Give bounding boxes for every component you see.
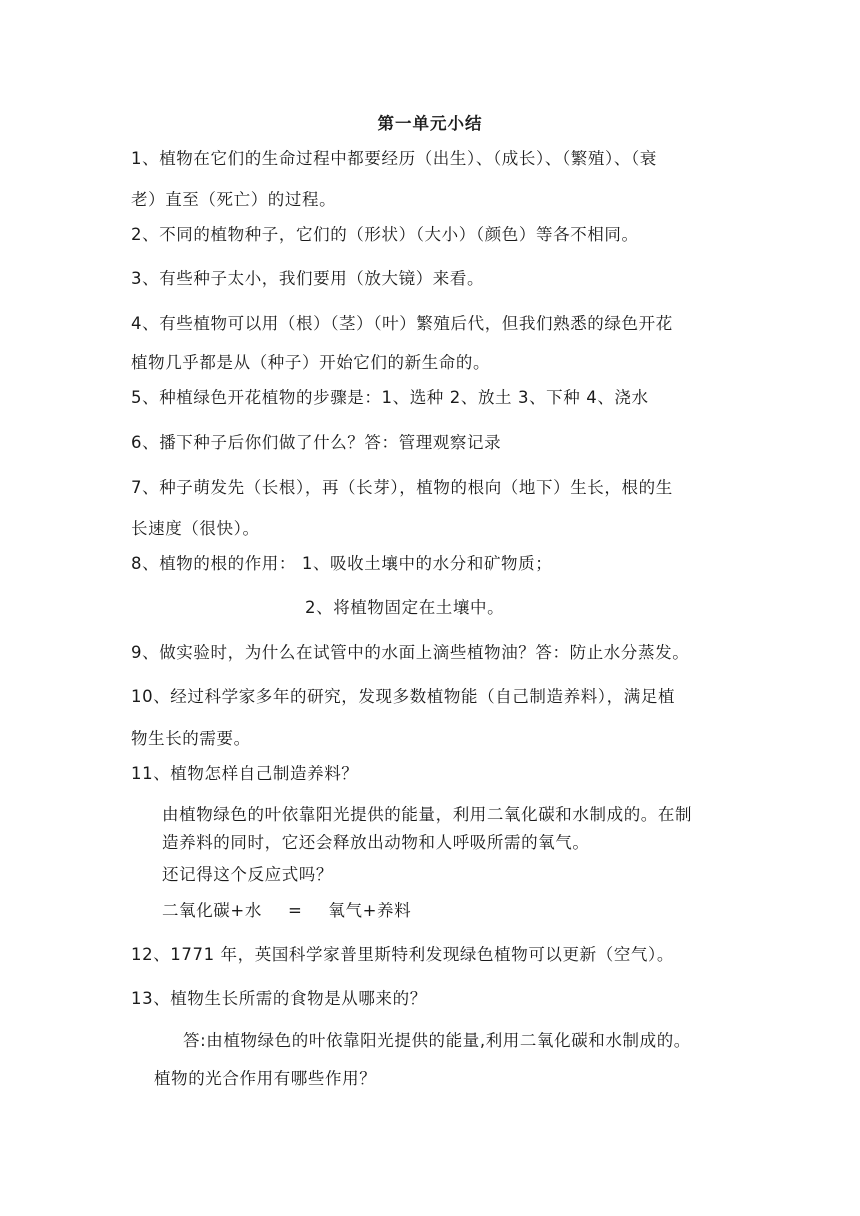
equation-products: 氧气+养料: [328, 901, 412, 920]
item-6: 6、播下种子后你们做了什么？答：管理观察记录: [131, 433, 502, 452]
page-title: 第一单元小结: [377, 114, 483, 133]
item-11-answer-line-2: 造养料的同时，它还会释放出动物和人呼吸所需的氧气。: [162, 833, 590, 852]
item-5: 5、种植绿色开花植物的步骤是：1、选种 2、放土 3、下种 4、浇水: [131, 388, 649, 407]
item-8-line-1: 8、植物的根的作用： 1、吸收土壤中的水分和矿物质；: [131, 554, 553, 573]
item-7-line-1: 7、种子萌发先（长根），再（长芽），植物的根向（地下）生长，根的生: [131, 478, 673, 497]
item-1-line-2: 老）直至（死亡）的过程。: [131, 190, 337, 209]
item-11-equation: [162, 900, 411, 922]
item-11-question: 11、植物怎样自己制造养料？: [131, 764, 359, 783]
item-9: 9、做实验时，为什么在试管中的水面上滴些植物油？答：防止水分蒸发。: [131, 643, 690, 662]
item-4-line-2: 植物几乎都是从（种子）开始它们的新生命的。: [131, 353, 491, 372]
item-4-line-1: 4、有些植物可以用（根）（茎）（叶）繁殖后代，但我们熟悉的绿色开花: [131, 314, 673, 333]
item-13-answer: 答:由植物绿色的叶依靠阳光提供的能量,利用二氧化碳和水制成的。: [183, 1031, 691, 1050]
item-3: 3、有些种子太小，我们要用（放大镜）来看。: [131, 269, 485, 288]
item-13-followup-question: 植物的光合作用有哪些作用？: [154, 1069, 377, 1088]
item-2: 2、不同的植物种子，它们的（形状）（大小）（颜色）等各不相同。: [131, 225, 639, 244]
equation-reactants: 二氧化碳+水: [162, 901, 262, 920]
item-11-reaction-question: 还记得这个反应式吗？: [162, 865, 333, 884]
item-10-line-2: 物生长的需要。: [131, 729, 251, 748]
item-1-line-1: 1、植物在它们的生命过程中都要经历（出生）、（成长）、（繁殖）、（衰: [131, 149, 657, 168]
item-8-line-2: 2、将植物固定在土壤中。: [305, 598, 505, 617]
item-11-answer-line-1: 由植物绿色的叶依靠阳光提供的能量，利用二氧化碳和水制成的。在制: [162, 805, 693, 824]
item-12: 12、1771 年，英国科学家普里斯特利发现绿色植物可以更新（空气）。: [131, 945, 674, 964]
equation-equals-sign: =: [287, 901, 303, 920]
item-13-question: 13、植物生长所需的食物是从哪来的？: [131, 989, 427, 1008]
item-10-line-1: 10、经过科学家多年的研究，发现多数植物能（自己制造养料），满足植: [131, 687, 676, 706]
item-7-line-2: 长速度（很快）。: [131, 519, 260, 538]
